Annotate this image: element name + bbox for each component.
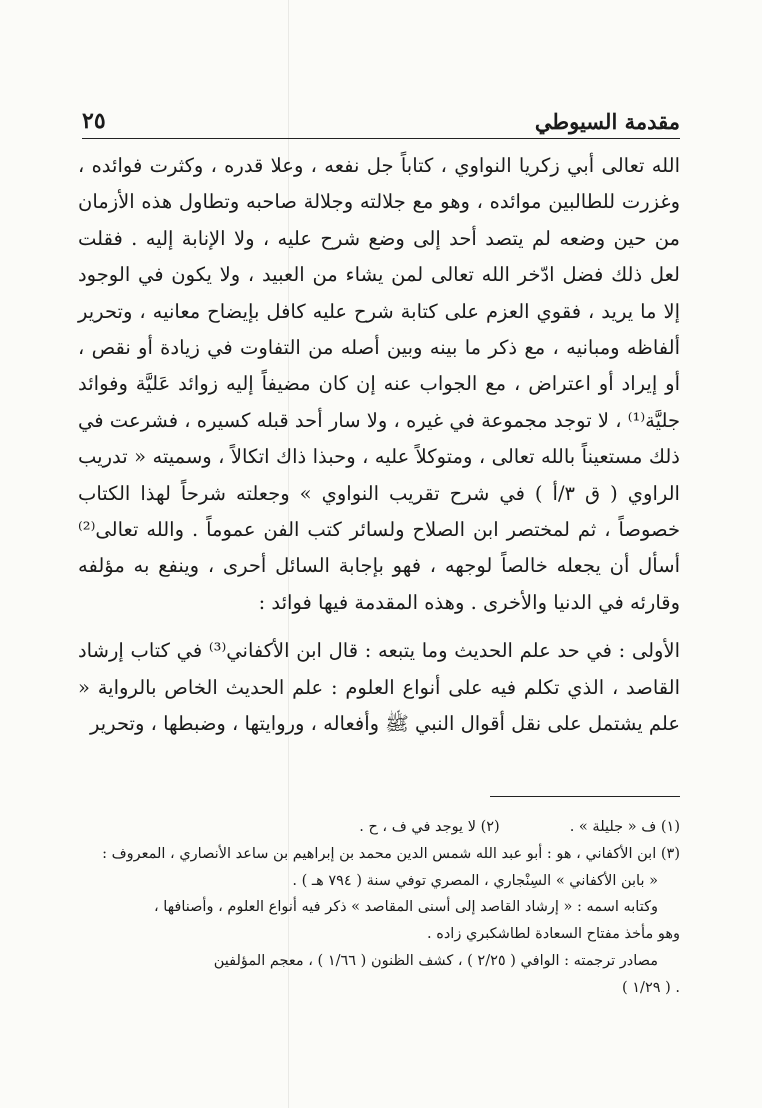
page-number: ٢٥ — [82, 108, 106, 134]
running-header — [82, 100, 680, 139]
footnote-2: (٢) لا يوجد في ف ، ح . — [359, 819, 500, 835]
footnote-3-line-5: مصادر ترجمته : الوافي ( ٢/٢٥ ) ، كشف الظنون ( ١/٦٦ ) ، معجم المؤلفين — [213, 952, 658, 969]
paragraph-introduction: الله تعالى أبي زكريا النواوي ، كتاباً جل نفعه ، وعلا قدره ، وكثرت فوائده ، وغزرت للطالبين موائده ، وهو مع جلالته وجلالة صاحبه وتطاول هذه الأزمان من حين وضعه لم يتصد أحد إلى وضع شرح عليه ، ولا الإنابة إليه . فقلت لعل ذلك فضل ادّخر الله تعالى لمن يشاء من العبيد ، ولا يكون في الوجود إلا ما يريد ، فقوي العزم على كتابة شرح عليه كافل بإيضاح معانيه ، وتحرير ألفاظه ومبانيه ، مع ذكر ما بينه وبين أصله من التفاوت في زيادة أو نقص ، أو إيراد أو اعتراض ، مع الجواب عنه إن كان مضيفاً إليه زوائد عَليَّة وفوائد جليَّة⁽¹⁾ ، لا توجد مجموعة في غيره ، ولا سار أحد قبله كسيره ، فشرعت في ذلك مستعيناً بالله تعالى ، ومتوكلاً عليه ، وحبذا ذاك اتكالاً ، وسميته « تدريب الراوي ( ق ٣/أ ) في شرح تقريب النواوي » وجعلته شرحاً لهذا الكتاب خصوصاً ، ثم لمختصر ابن الصلاح ولسائر كتب الفن عموماً . والله تعالى⁽²⁾ أسأل أن يجعله خالصاً لوجهه ، فهو بإجابة السائل أحرى ، وينفع به مؤلفه وقارئه في الدنيا والأخرى . وهذه المقدمة فيها فوائد : — [78, 154, 680, 614]
footnote-separator — [490, 796, 680, 797]
running-title: مقدمة السيوطي — [534, 109, 680, 134]
paragraph-first-point: الأولى : في حد علم الحديث وما يتبعه : قال ابن الأكفاني⁽³⁾ في كتاب إرشاد القاصد ، الذي تكلم فيه على أنواع العلوم : علم الحديث الخاص بالرواية « علم يشتمل على نقل أقوال النبي ﷺ وأفعاله ، وروايتها ، وضبطها ، وتحرير — [78, 639, 680, 736]
footnote-3-line-6: . ( ١/٢٩ ) — [621, 979, 680, 996]
footnote-3-line-2: « بابن الأكفاني » السِنْجاري ، المصري توفي سنة ( ٧٩٤ هـ ) . — [292, 872, 658, 889]
footnote-3-line-4: وهو مأخذ مفتاح السعادة لطاشكبري زاده . — [427, 926, 680, 943]
footnote-1: (١) ف « جليلة » . — [569, 819, 680, 835]
footnotes — [82, 814, 680, 1002]
footnote-3-line-3: وكتابه اسمه : « إرشاد القاصد إلى أسنى المقاصد » ذكر فيه أنواع العلوم ، وأصنافها ، — [154, 899, 658, 916]
footnote-row-1-2 — [82, 814, 680, 841]
main-text — [78, 148, 680, 743]
footnote-3-line-1: (٣) ابن الأكفاني ، هو : أبو عبد الله شمس الدين محمد بن إبراهيم بن ساعد الأنصاري ، المعروف : — [102, 845, 680, 862]
